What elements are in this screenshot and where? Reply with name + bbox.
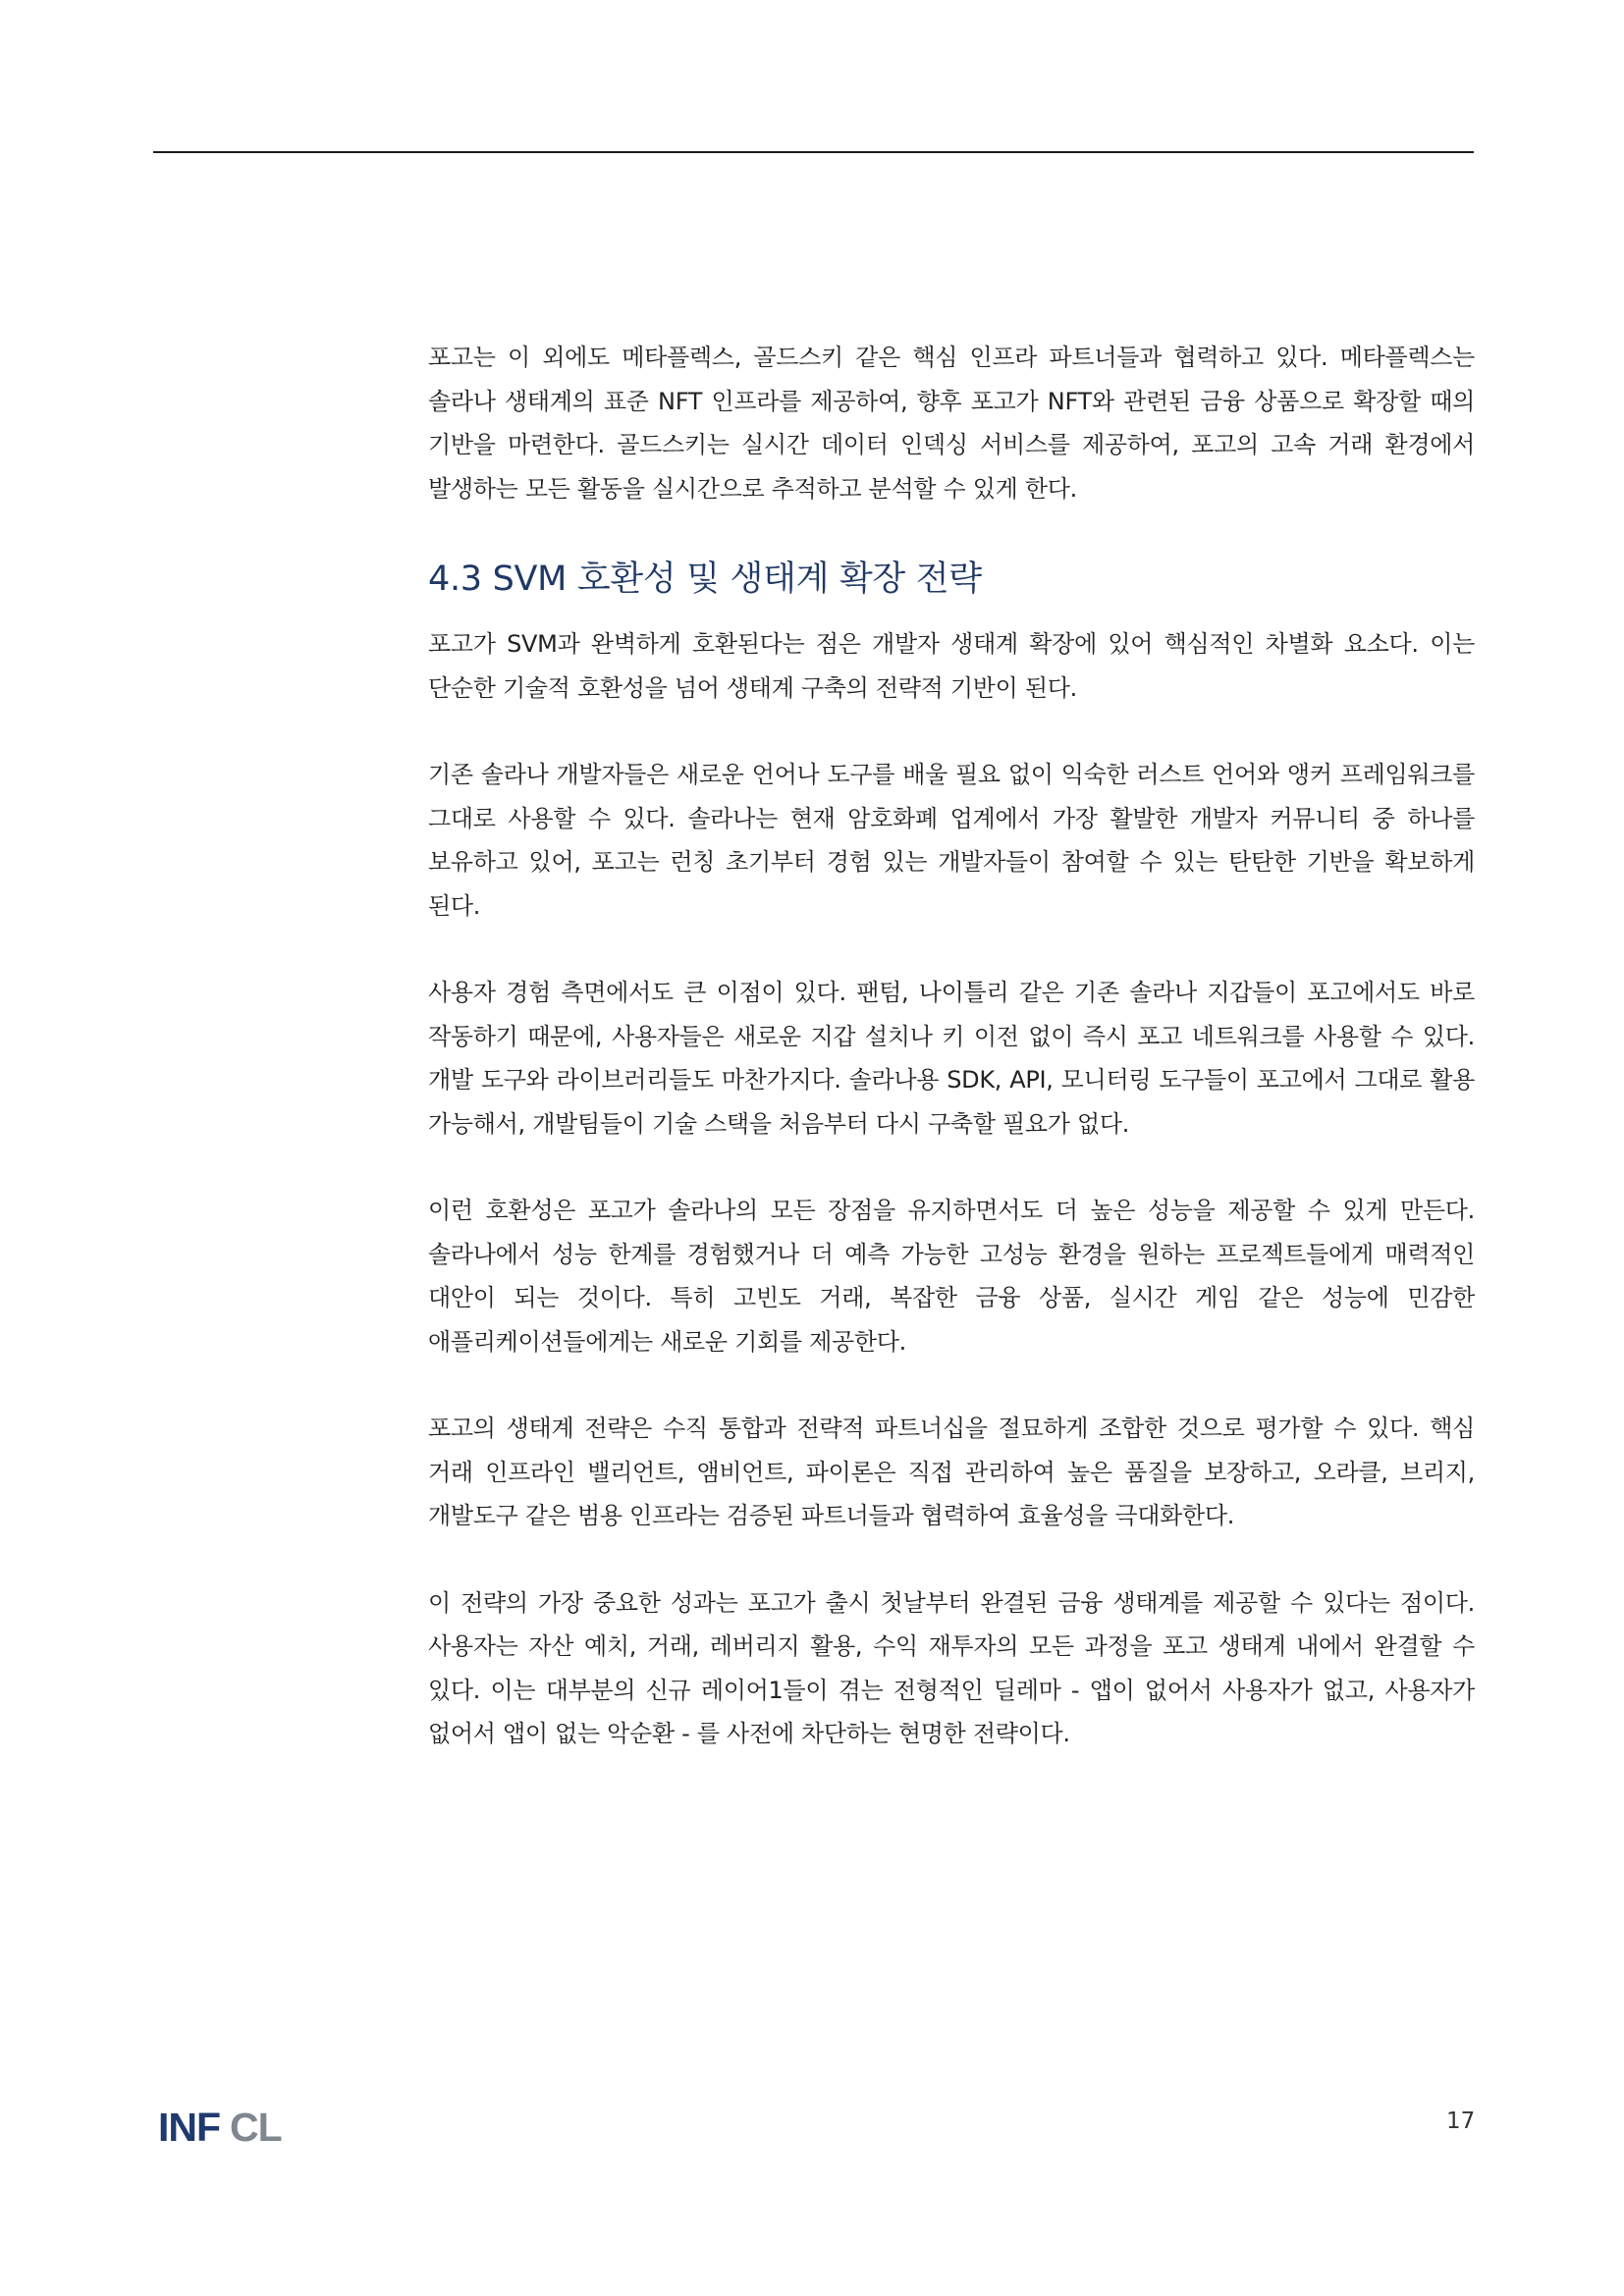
logo-text-primary: INF [158,2105,221,2150]
section-heading: 4.3 SVM 호환성 및 생태계 확장 전략 [428,560,982,599]
page-number: 17 [1446,2109,1476,2134]
header-rule [153,151,1474,153]
document-body [428,336,1475,1799]
paragraph: 사용자 경험 측면에서도 큰 이점이 있다. 팬텀, 나이틀리 같은 기존 솔라나 지갑들이 포고에서도 바로 작동하기 때문에, 사용자들은 새로운 지갑 설치나 키 이전 없이 즉시 포고 네트워크를 사용할 수 있다. 개발 도구와 라이브러리들도 마찬가지다. 솔라나용 SDK, API, 모니터링 도구들이 포고에서 그대로 활용 가능해서, 개발팀들이 기술 스택을 처음부터 다시 구축할 필요가 없다. [428,979,1475,1138]
paragraph: 이 전략의 가장 중요한 성과는 포고가 출시 첫날부터 완결된 금융 생태계를 제공할 수 있다는 점이다. 사용자는 자산 예치, 거래, 레버리지 활용, 수익 재투자의 모든 과정을 포고 생태계 내에서 완결할 수 있다. 이는 대부분의 신규 레이어1들이 겪는 전형적인 딜레마 - 앱이 없어서 사용자가 없고, 사용자가 없어서 앱이 없는 악순환 - 를 사전에 차단하는 현명한 전략이다. [428,1588,1475,1747]
paragraph: 이런 호환성은 포고가 솔라나의 모든 장점을 유지하면서도 더 높은 성능을 제공할 수 있게 만든다. 솔라나에서 성능 한계를 경험했거나 더 예측 가능한 고성능 환경을 원하는 프로젝트들에게 매력적인 대안이 되는 것이다. 특히 고빈도 거래, 복잡한 금융 상품, 실시간 게임 같은 성능에 민감한 애플리케이션들에게는 새로운 기회를 제공한다. [428,1197,1475,1356]
paragraph: 포고는 이 외에도 메타플렉스, 골드스키 같은 핵심 인프라 파트너들과 협력하고 있다. 메타플렉스는 솔라나 생태계의 표준 NFT 인프라를 제공하여, 향후 포고가 NFT와 관련된 금융 상품으로 확장할 때의 기반을 마련한다. 골드스키는 실시간 데이터 인덱싱 서비스를 제공하여, 포고의 고속 거래 환경에서 발생하는 모든 활동을 실시간으로 추적하고 분석할 수 있게 한다. [428,344,1475,503]
company-logo [158,2104,282,2151]
logo-text-secondary: CL [230,2105,282,2150]
paragraph: 포고가 SVM과 완벽하게 호환된다는 점은 개발자 생태계 확장에 있어 핵심적인 차별화 요소다. 이는 단순한 기술적 호환성을 넘어 생태계 구축의 전략적 기반이 된다. [428,630,1475,702]
paragraph: 기존 솔라나 개발자들은 새로운 언어나 도구를 배울 필요 없이 익숙한 러스트 언어와 앵커 프레임워크를 그대로 사용할 수 있다. 솔라나는 현재 암호화폐 업계에서 가장 활발한 개발자 커뮤니티 중 하나를 보유하고 있어, 포고는 런칭 초기부터 경험 있는 개발자들이 참여할 수 있는 탄탄한 기반을 확보하게 된다. [428,761,1475,920]
paragraph: 포고의 생태계 전략은 수직 통합과 전략적 파트너십을 절묘하게 조합한 것으로 평가할 수 있다. 핵심 거래 인프라인 밸리언트, 앰비언트, 파이론은 직접 관리하여 높은 품질을 보장하고, 오라클, 브리지, 개발도구 같은 범용 인프라는 검증된 파트너들과 협력하여 효율성을 극대화한다. [428,1415,1475,1529]
